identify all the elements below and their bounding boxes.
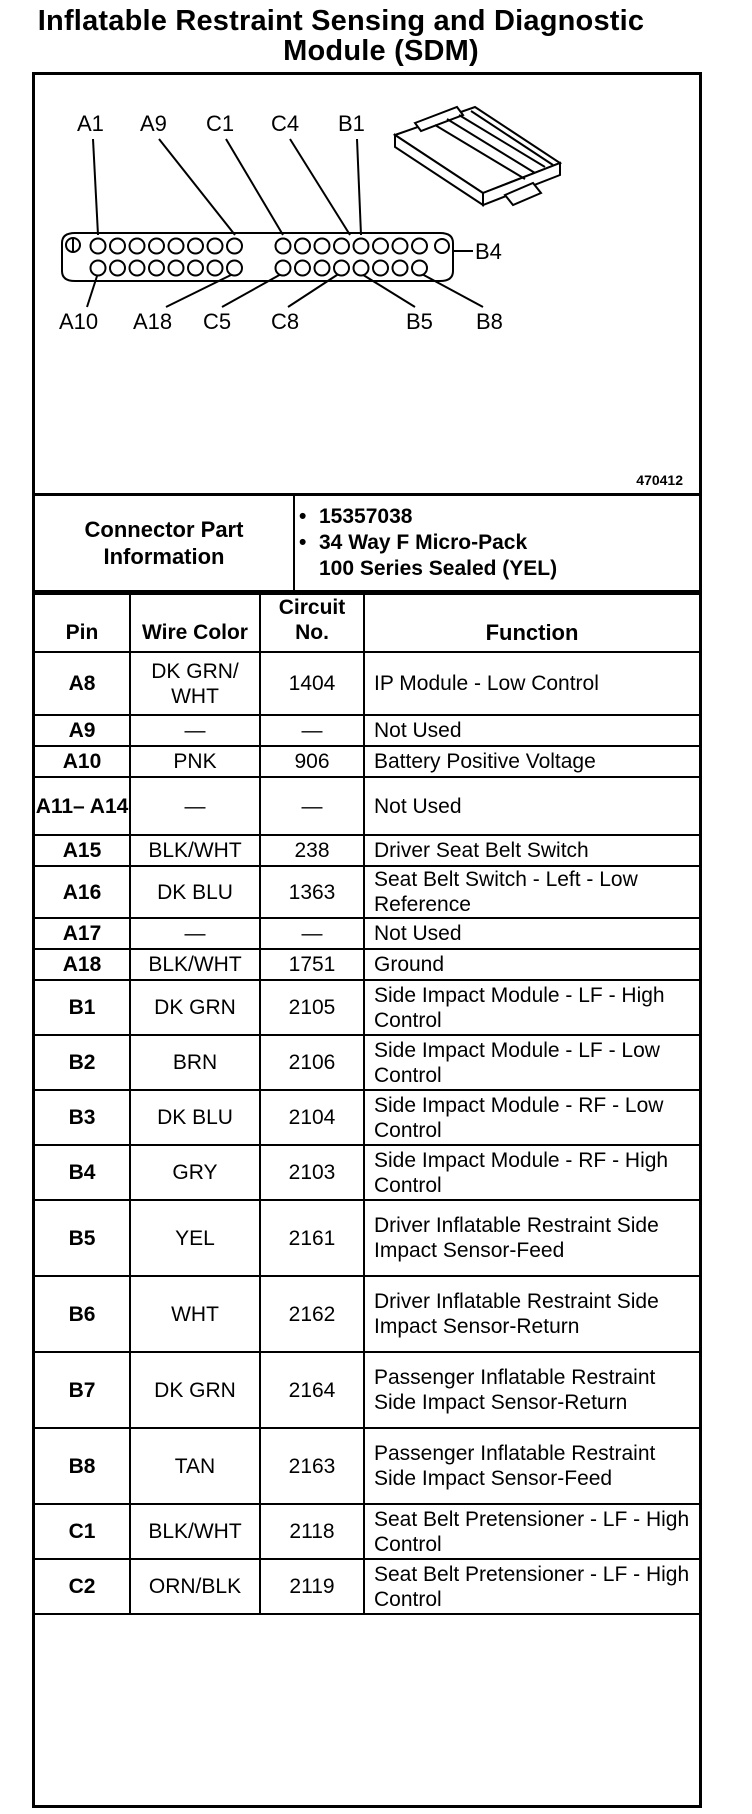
cell-wire-color: BLK/WHT	[130, 949, 260, 980]
table-row	[35, 1276, 699, 1352]
cell-function: Side Impact Module - RF - High Control	[364, 1145, 699, 1200]
cell-circuit: 2119	[260, 1559, 364, 1614]
cell-wire-color: WHT	[130, 1276, 260, 1352]
leader-a9	[159, 139, 235, 235]
cell-wire-color: —	[130, 918, 260, 949]
header-circuit: Circuit No.	[260, 594, 364, 652]
cell-function: IP Module - Low Control	[364, 652, 699, 715]
pin-hole	[315, 261, 330, 276]
pin-hole	[412, 261, 427, 276]
cell-wire-color: DK BLU	[130, 1090, 260, 1145]
cell-function: Side Impact Module - LF - Low Control	[364, 1035, 699, 1090]
pin-hole	[169, 261, 184, 276]
cell-circuit: 906	[260, 746, 364, 777]
cell-circuit: 2103	[260, 1145, 364, 1200]
cell-circuit: 2163	[260, 1428, 364, 1504]
connector-face-drawing	[35, 75, 699, 493]
cell-circuit: 238	[260, 835, 364, 866]
cell-pin: C2	[35, 1559, 130, 1614]
cell-wire-color: TAN	[130, 1428, 260, 1504]
label-a10: A10	[59, 309, 99, 334]
connector-info-details	[297, 504, 557, 582]
leader-a18	[166, 273, 235, 307]
pin-hole	[334, 239, 349, 254]
table-row	[35, 1035, 699, 1090]
cell-function: Seat Belt Pretensioner - LF - High Control	[364, 1559, 699, 1614]
cell-wire-color: PNK	[130, 746, 260, 777]
cell-circuit: 1404	[260, 652, 364, 715]
cell-pin: A15	[35, 835, 130, 866]
connector-part-information	[35, 496, 699, 593]
table-row	[35, 1090, 699, 1145]
cell-pin: B3	[35, 1090, 130, 1145]
cell-circuit: 2161	[260, 1200, 364, 1276]
label-c5: C5	[203, 309, 232, 334]
pin-hole	[227, 261, 242, 276]
cell-function: Side Impact Module - LF - High Control	[364, 980, 699, 1035]
label-a9: A9	[140, 111, 167, 136]
label-b1: B1	[338, 111, 365, 136]
table-row	[35, 715, 699, 746]
cell-wire-color: BLK/WHT	[130, 835, 260, 866]
cell-circuit: —	[260, 715, 364, 746]
pin-hole	[110, 261, 125, 276]
label-b8: B8	[476, 309, 503, 334]
cell-circuit: —	[260, 918, 364, 949]
connector-description-line2: 100 Series Sealed (YEL)	[319, 557, 558, 580]
table-row	[35, 652, 699, 715]
cell-pin: B5	[35, 1200, 130, 1276]
table-row	[35, 866, 699, 918]
pin-hole	[354, 239, 369, 254]
pin-hole	[295, 239, 310, 254]
cell-circuit: 2105	[260, 980, 364, 1035]
page-title	[0, 6, 752, 66]
table-row	[35, 1200, 699, 1276]
cell-function: Passenger Inflatable Restraint Side Impact Sensor-Feed	[364, 1428, 699, 1504]
cell-pin: B7	[35, 1352, 130, 1428]
cell-wire-color: GRY	[130, 1145, 260, 1200]
cell-pin: B1	[35, 980, 130, 1035]
cell-pin: A18	[35, 949, 130, 980]
table-row	[35, 918, 699, 949]
table-row	[35, 1559, 699, 1614]
figure-number: 470412	[636, 472, 683, 488]
pin-holes	[91, 239, 428, 276]
pin-hole	[188, 239, 203, 254]
cell-wire-color: DK GRN	[130, 1352, 260, 1428]
cell-pin: A16	[35, 866, 130, 918]
cell-pin: B4	[35, 1145, 130, 1200]
label-a18: A18	[133, 309, 173, 334]
leader-a10	[87, 273, 98, 307]
connector-description-line1: • 34 Way F Micro-Pack	[297, 530, 557, 556]
table-row	[35, 1428, 699, 1504]
pin-hole	[208, 239, 223, 254]
label-c4: C4	[271, 111, 300, 136]
cell-circuit: 2104	[260, 1090, 364, 1145]
table-row	[35, 1352, 699, 1428]
cell-wire-color: YEL	[130, 1200, 260, 1276]
pin-hole	[393, 261, 408, 276]
pin-hole	[315, 239, 330, 254]
pin-hole	[110, 239, 125, 254]
cell-circuit: 2162	[260, 1276, 364, 1352]
cell-function: Seat Belt Switch - Left - Low Reference	[364, 866, 699, 918]
leader-c4	[290, 139, 350, 235]
pin-hole	[188, 261, 203, 276]
leader-c8	[288, 273, 340, 307]
cell-wire-color: BLK/WHT	[130, 1504, 260, 1559]
cell-function: Driver Seat Belt Switch	[364, 835, 699, 866]
leader-b1	[357, 139, 361, 235]
cell-wire-color: DK GRN	[130, 980, 260, 1035]
cell-pin: A11– A14	[35, 777, 130, 835]
title-line-2: Module (SDM)	[283, 35, 479, 67]
pin-hole	[227, 239, 242, 254]
table-row	[35, 835, 699, 866]
cell-function: Driver Inflatable Restraint Side Impact Sensor-Feed	[364, 1200, 699, 1276]
cell-function: Ground	[364, 949, 699, 980]
pin-hole	[295, 261, 310, 276]
cell-pin: A10	[35, 746, 130, 777]
connector-3d-sketch	[395, 107, 560, 205]
cell-wire-color: —	[130, 777, 260, 835]
cell-function: Not Used	[364, 777, 699, 835]
header-pin: Pin	[35, 594, 130, 652]
cell-pin: A17	[35, 918, 130, 949]
table-row	[35, 1145, 699, 1200]
cell-function: Battery Positive Voltage	[364, 746, 699, 777]
cell-circuit: 2164	[260, 1352, 364, 1428]
pin-hole	[393, 239, 408, 254]
label-c1: C1	[206, 111, 235, 136]
cell-wire-color: —	[130, 715, 260, 746]
leader-c5	[222, 273, 283, 307]
cell-function: Passenger Inflatable Restraint Side Impact Sensor-Return	[364, 1352, 699, 1428]
leader-c1	[226, 139, 283, 235]
cell-function: Seat Belt Pretensioner - LF - High Control	[364, 1504, 699, 1559]
cell-circuit: 2118	[260, 1504, 364, 1559]
cell-pin: B6	[35, 1276, 130, 1352]
label-c8: C8	[271, 309, 300, 334]
cell-pin: C1	[35, 1504, 130, 1559]
cell-pin: B2	[35, 1035, 130, 1090]
table-row	[35, 980, 699, 1035]
cell-circuit: 1363	[260, 866, 364, 918]
cell-circuit: 2106	[260, 1035, 364, 1090]
pin-hole	[276, 261, 291, 276]
leader-a1	[93, 139, 98, 235]
cell-pin: A9	[35, 715, 130, 746]
cell-wire-color: BRN	[130, 1035, 260, 1090]
cell-function: Not Used	[364, 918, 699, 949]
connector-part-number: • 15357038	[297, 504, 557, 530]
table-header-row	[35, 594, 699, 652]
table-row	[35, 746, 699, 777]
pin-hole	[149, 239, 164, 254]
cell-wire-color: DK GRN/ WHT	[130, 652, 260, 715]
cell-pin: B8	[35, 1428, 130, 1504]
header-wire-color: Wire Color	[130, 594, 260, 652]
pin-hole	[334, 261, 349, 276]
connector-diagram	[35, 75, 699, 496]
connector-info-label: Connector Part Information	[35, 496, 295, 590]
pin-hole	[130, 261, 145, 276]
table-row	[35, 1504, 699, 1559]
right-latch-icon	[435, 239, 449, 253]
cell-function: Not Used	[364, 715, 699, 746]
header-function: Function	[364, 594, 699, 652]
label-b5: B5	[406, 309, 433, 334]
pin-hole	[91, 239, 106, 254]
pin-hole	[373, 261, 388, 276]
cell-function: Side Impact Module - RF - Low Control	[364, 1090, 699, 1145]
pin-hole	[130, 239, 145, 254]
label-a1: A1	[77, 111, 104, 136]
pinout-table	[35, 593, 699, 1615]
cell-pin: A8	[35, 652, 130, 715]
pin-hole	[373, 239, 388, 254]
title-line-1: Inflatable Restraint Sensing and Diagnostic	[37, 5, 645, 37]
cell-wire-color: DK BLU	[130, 866, 260, 918]
pin-hole	[354, 261, 369, 276]
label-b4: B4	[475, 239, 502, 264]
cell-function: Driver Inflatable Restraint Side Impact Sensor-Return	[364, 1276, 699, 1352]
leader-b5	[360, 273, 415, 307]
table-row	[35, 777, 699, 835]
pin-hole	[276, 239, 291, 254]
connector-sheet	[32, 72, 702, 1808]
pin-hole	[169, 239, 184, 254]
cell-circuit: —	[260, 777, 364, 835]
pin-hole	[412, 239, 427, 254]
pin-hole	[208, 261, 223, 276]
cell-circuit: 1751	[260, 949, 364, 980]
table-row	[35, 949, 699, 980]
pin-hole	[91, 261, 106, 276]
pin-hole	[149, 261, 164, 276]
cell-wire-color: ORN/BLK	[130, 1559, 260, 1614]
